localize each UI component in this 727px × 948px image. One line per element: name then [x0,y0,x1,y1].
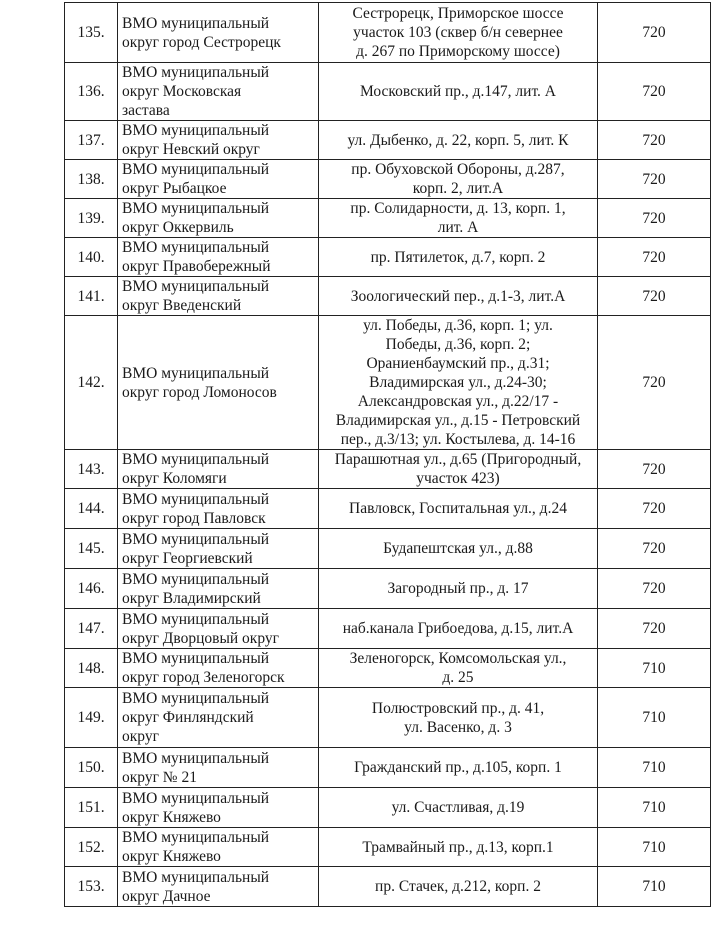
row-number [65,748,118,788]
row-number-text: 145. [77,540,105,557]
district-name [118,788,319,828]
value-cell [598,649,711,688]
address-cell-text: Загородный пр., д. 17 [387,580,529,597]
row-number [65,238,118,277]
value-cell [598,748,711,788]
address-cell [319,3,598,63]
address-cell [319,489,598,529]
address-cell [319,569,598,609]
district-name-text: ВМО муниципальный округ Коломяги [122,451,270,487]
table-row [65,489,711,529]
address-cell-text: пр. Обуховской Обороны, д.287, корп. 2, лит.А [351,161,565,197]
value-cell [598,63,711,121]
value-cell-text: 720 [642,209,666,227]
district-name [118,160,319,199]
district-name-text: ВМО муниципальный округ Оккервиль [122,200,270,236]
row-number-text: 151. [77,799,105,816]
address-cell-text: Павловск, Госпитальная ул., д.24 [349,500,567,517]
district-name-text: ВМО муниципальный округ Владимирский [122,570,270,607]
row-number-text: 147. [77,620,105,637]
registry-table-body [65,3,711,907]
address-cell-text: пр. Стачек, д.212, корп. 2 [375,878,541,895]
value-cell [598,688,711,748]
table-row [65,609,711,649]
address-cell-text: ул. Победы, д.36, корп. 1; ул. Победы, д.36, корп. 2; Ораниенбаумский пр., д.31; Владимирская ул., д.24-30; Александровская ул., д.22/17 - Владимирская ул., д.15 - Петровский пер., д.3/13; ул. Костылева, д. 14-16 [335,317,581,448]
address-cell [319,649,598,688]
address-cell-text: пр. Пятилеток, д.7, корп. 2 [370,248,546,266]
address-cell-text: Полюстровский пр., д. 41, ул. Васенко, д. 3 [371,699,545,736]
row-number-text: 136. [77,83,105,100]
row-number [65,199,118,238]
table-row [65,867,711,907]
row-number-text: 153. [77,878,105,895]
district-name [118,489,319,529]
district-name [118,238,319,277]
address-cell [319,450,598,489]
row-number [65,609,118,649]
address-cell-text: наб.канала Грибоедова, д.15, лит.А [342,620,574,637]
address-cell-text: Будапештская ул., д.88 [383,540,533,557]
district-name-text: ВМО муниципальный округ Введенский [122,278,270,314]
district-name [118,63,319,121]
value-cell-text: 710 [642,709,666,726]
address-cell-text: Московский пр., д.147, лит. А [359,83,557,100]
table-row [65,688,711,748]
address-cell [319,277,598,316]
row-number-text: 142. [77,374,105,391]
row-number [65,828,118,867]
row-number [65,688,118,748]
value-cell [598,3,711,63]
value-cell-text: 720 [642,83,666,100]
district-name [118,450,319,489]
row-number [65,529,118,569]
value-cell [598,788,711,828]
value-cell-text: 720 [642,620,666,637]
table-row [65,160,711,199]
address-cell [319,199,598,238]
district-name [118,277,319,316]
table-row [65,450,711,489]
address-cell [319,121,598,160]
value-cell [598,316,711,450]
district-name [118,316,319,450]
district-name-text: ВМО муниципальный округ Правобережный [122,239,271,275]
address-cell-text: Сестрорецк, Приморское шоссе участок 103 (сквер б/н севернее д. 267 по Приморскому шоссе) [352,5,564,60]
district-name-text: ВМО муниципальный округ Княжево [122,829,270,865]
value-cell [598,450,711,489]
value-cell [598,609,711,649]
row-number-text: 149. [77,709,105,726]
row-number [65,867,118,907]
district-name [118,688,319,748]
address-cell-text: Зеленогорск, Комсомольская ул., д. 25 [349,650,567,686]
value-cell-text: 720 [642,500,666,517]
table-row [65,121,711,160]
address-cell-text: ул. Дыбенко, д. 22, корп. 5, лит. К [347,131,569,149]
address-cell-text: Трамвайный пр., д.13, корп.1 [362,838,554,856]
address-cell [319,748,598,788]
value-cell-text: 720 [642,287,666,305]
table-row [65,788,711,828]
district-name [118,649,319,688]
table-row [65,3,711,63]
value-cell-text: 710 [642,878,666,895]
district-name-text: ВМО муниципальный округ Финляндский округ [122,690,270,745]
value-cell-text: 720 [642,170,666,188]
table-row [65,828,711,867]
address-cell [319,316,598,450]
row-number-text: 140. [77,248,105,266]
row-number [65,450,118,489]
district-name [118,828,319,867]
table-row [65,569,711,609]
district-name-text: ВМО муниципальный округ город Зеленогорск [122,650,285,686]
registry-table [64,2,711,907]
address-cell-text: ул. Счастливая, д.19 [391,799,525,816]
district-name-text: ВМО муниципальный округ город Ломоносов [122,364,277,401]
row-number-text: 146. [77,580,105,597]
value-cell [598,867,711,907]
district-name-text: ВМО муниципальный округ город Павловск [122,490,270,527]
address-cell [319,609,598,649]
value-cell-text: 720 [642,248,666,266]
district-name-text: ВМО муниципальный округ № 21 [122,749,270,786]
table-row [65,63,711,121]
address-cell-text: пр. Солидарности, д. 13, корп. 1, лит. А [350,200,566,236]
value-cell-text: 720 [642,460,666,478]
row-number [65,316,118,450]
district-name-text: ВМО муниципальный округ город Сестрорецк [122,14,281,51]
district-name-text: ВМО муниципальный округ Георгиевский [122,530,270,567]
address-cell [319,63,598,121]
value-cell [598,199,711,238]
value-cell [598,489,711,529]
table-row [65,529,711,569]
value-cell [598,160,711,199]
address-cell [319,529,598,569]
district-name [118,3,319,63]
row-number [65,489,118,529]
district-name-text: ВМО муниципальный округ Рыбацкое [122,161,270,197]
row-number-text: 150. [77,759,105,776]
row-number [65,121,118,160]
row-number [65,649,118,688]
address-cell [319,160,598,199]
address-cell [319,788,598,828]
table-row [65,316,711,450]
address-cell-text: Зоологический пер., д.1-3, лит.А [350,287,566,305]
district-name-text: ВМО муниципальный округ Княжево [122,789,270,826]
table-row [65,238,711,277]
table-row [65,748,711,788]
row-number-text: 152. [77,838,105,856]
value-cell-text: 710 [642,759,666,776]
value-cell-text: 720 [642,24,666,41]
address-cell [319,867,598,907]
row-number-text: 139. [77,209,105,227]
value-cell-text: 720 [642,131,666,149]
row-number [65,3,118,63]
row-number-text: 144. [77,500,105,517]
value-cell-text: 710 [642,838,666,856]
value-cell-text: 720 [642,580,666,597]
address-cell [319,238,598,277]
value-cell [598,121,711,160]
value-cell [598,238,711,277]
address-cell [319,828,598,867]
row-number [65,569,118,609]
row-number [65,63,118,121]
district-name-text: ВМО муниципальный округ Дворцовый округ [122,610,279,647]
address-cell-text: Гражданский пр., д.105, корп. 1 [354,759,562,776]
district-name [118,748,319,788]
table-row [65,649,711,688]
row-number-text: 143. [77,460,105,478]
value-cell-text: 720 [642,374,666,391]
table-row [65,199,711,238]
row-number [65,160,118,199]
district-name [118,121,319,160]
row-number-text: 138. [77,170,105,188]
district-name [118,867,319,907]
district-name [118,609,319,649]
value-cell-text: 720 [642,540,666,557]
row-number-text: 148. [77,659,105,677]
address-cell [319,688,598,748]
value-cell-text: 710 [642,659,666,677]
row-number [65,277,118,316]
address-cell-text: Парашютная ул., д.65 (Пригородный, участок 423) [334,451,582,487]
value-cell [598,529,711,569]
row-number-text: 137. [77,131,105,149]
district-name-text: ВМО муниципальный округ Дачное [122,868,270,905]
row-number-text: 141. [77,287,105,305]
value-cell [598,277,711,316]
district-name-text: ВМО муниципальный округ Московская застава [122,64,270,119]
row-number [65,788,118,828]
value-cell-text: 710 [642,799,666,816]
district-name [118,529,319,569]
row-number-text: 135. [77,24,105,41]
district-name [118,199,319,238]
district-name [118,569,319,609]
value-cell [598,828,711,867]
district-name-text: ВМО муниципальный округ Невский округ [122,122,270,158]
value-cell [598,569,711,609]
table-row [65,277,711,316]
